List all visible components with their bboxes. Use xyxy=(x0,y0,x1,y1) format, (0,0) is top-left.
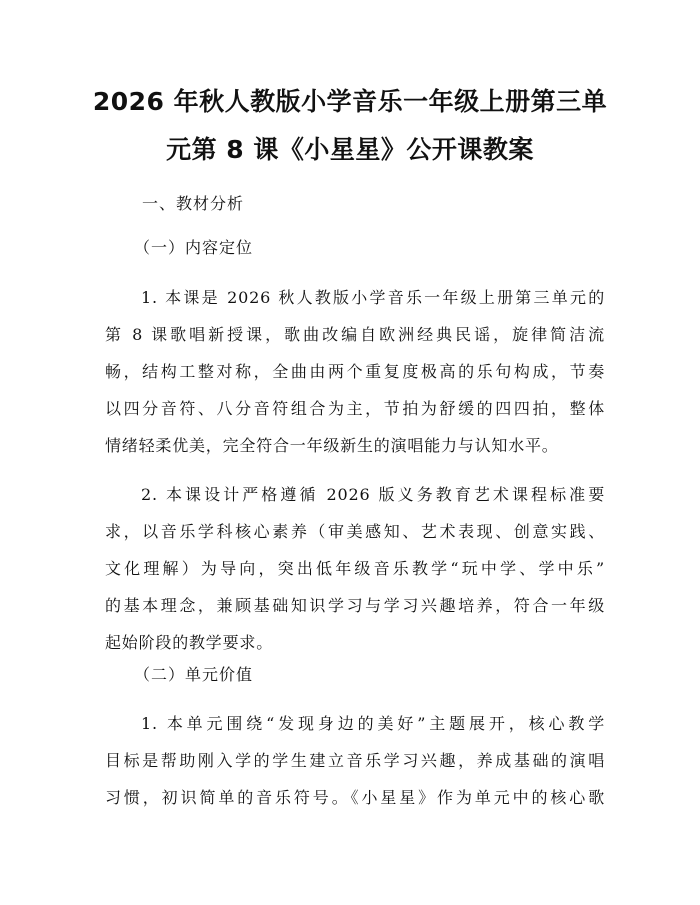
paragraph-line: 畅，结构工整对称，全曲由两个重复度极高的乐句构成，节奏 xyxy=(105,362,605,381)
paragraph-line: 的基本理念，兼顾基础知识学习与学习兴趣培养，符合一年级 xyxy=(105,596,605,615)
document-title-line-1: 2026 年秋人教版小学音乐一年级上册第三单 xyxy=(92,87,608,116)
paragraph-line: 2. 本课设计严格遵循 2026 版义务教育艺术课程标准要 xyxy=(141,485,605,504)
section-heading-textbook-analysis: 一、教材分析 xyxy=(142,194,245,213)
paragraph-line: 起始阶段的教学要求。 xyxy=(105,633,274,652)
paragraph-line: 1. 本课是 2026 秋人教版小学音乐一年级上册第三单元的 xyxy=(141,288,605,307)
paragraph-line: 情绪轻柔优美，完全符合一年级新生的演唱能力与认知水平。 xyxy=(105,436,559,455)
paragraph-unit-value-1 xyxy=(105,705,605,816)
paragraph-line: 求，以音乐学科核心素养（审美感知、艺术表现、创意实践、 xyxy=(105,522,605,541)
paragraph-content-positioning-2 xyxy=(105,476,605,661)
paragraph-line: 目标是帮助刚入学的学生建立音乐学习兴趣，养成基础的演唱 xyxy=(105,751,605,770)
paragraph-content-positioning-1 xyxy=(105,279,605,464)
paragraph-line: 第 8 课歌唱新授课，歌曲改编自欧洲经典民谣，旋律简洁流 xyxy=(105,325,605,344)
paragraph-line: 习惯，初识简单的音乐符号。《小星星》作为单元中的核心歌 xyxy=(105,788,605,807)
paragraph-line: 1. 本单元围绕“发现身边的美好”主题展开，核心教学 xyxy=(141,714,605,733)
paragraph-line: 以四分音符、八分音符组合为主，节拍为舒缓的四四拍，整体 xyxy=(105,399,605,418)
paragraph-line: 文化理解）为导向，突出低年级音乐教学“玩中学、学中乐” xyxy=(105,559,605,578)
document-title-line-2: 元第 8 课《小星星》公开课教案 xyxy=(166,135,534,164)
subsection-heading-content-positioning: （一）内容定位 xyxy=(134,238,254,257)
subsection-heading-unit-value: （二）单元价值 xyxy=(134,665,254,684)
